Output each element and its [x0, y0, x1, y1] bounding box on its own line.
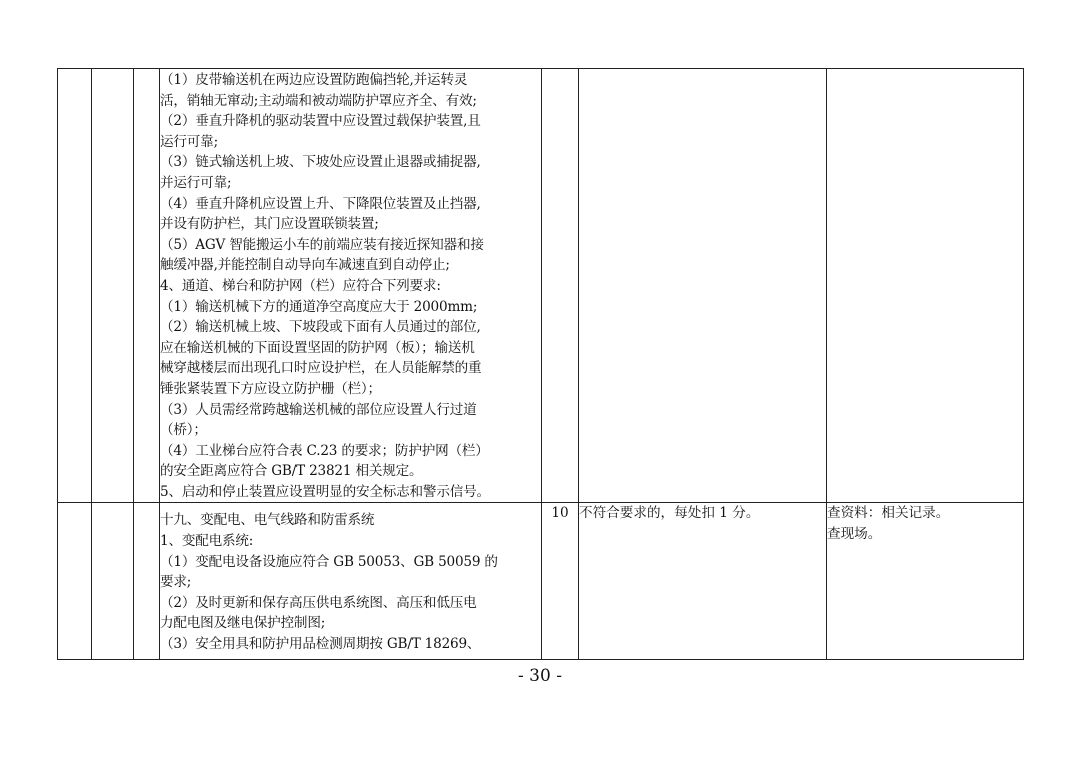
- assessment-table: [57, 68, 1024, 660]
- content-line: 锤张紧装置下方应设立防护栅（栏）；: [160, 380, 381, 397]
- content-line: 活，销轴无窜动;主动端和被动端防护罩应齐全、有效;: [160, 92, 477, 109]
- score-cell: [542, 503, 579, 660]
- content-line: （3）链式输送机上坡、下坡处应设置止退器或捕捉器,: [160, 154, 481, 171]
- content-line: （桥）；: [160, 422, 207, 439]
- page-number: - 30 -: [518, 666, 562, 686]
- method-cell: [827, 69, 1024, 503]
- requirement-content-cell: [160, 69, 542, 503]
- table-row: [58, 69, 1024, 503]
- content-line: （1）变配电设备设施应符合 GB 50053、GB 50059 的: [160, 553, 498, 570]
- content-line: 并运行可靠;: [160, 174, 232, 191]
- content-line: 触缓冲器,并能控制自动导向车减速直到自动停止;: [160, 257, 450, 274]
- col-c-cell: [134, 69, 160, 503]
- content-line: （1）皮带输送机在两边应设置防跑偏挡轮,并运转灵: [160, 72, 468, 88]
- content-line: 械穿越楼层而出现孔口时应设护栏，在人员能解禁的重: [160, 360, 482, 377]
- content-line: 的安全距离应符合 GB/T 23821 相关规定。: [160, 463, 423, 480]
- method-cell: [827, 503, 1024, 660]
- method-line: 查资料：相关记录。: [827, 505, 950, 522]
- content-line: （1）输送机械下方的通道净空高度应大于 2000mm;: [160, 298, 478, 315]
- method-line: 查现场。: [827, 526, 882, 543]
- content-line: 力配电图及继电保护控制图;: [160, 615, 326, 632]
- col-c-cell: [134, 503, 160, 660]
- content-line: 运行可靠;: [160, 133, 218, 150]
- content-line: （5）AGV 智能搬运小车的前端应装有接近探知器和接: [160, 236, 484, 253]
- content-line: 应在输送机械的下面设置坚固的防护网（板）；输送机: [160, 339, 475, 356]
- table-row: [58, 503, 1024, 660]
- content-line: （3）安全用具和防护用品检测周期按 GB/T 18269、: [160, 636, 481, 653]
- col-b-cell: [92, 503, 134, 660]
- deduction-cell: [579, 69, 827, 503]
- score-value: 10: [551, 505, 569, 522]
- section-heading: 十九、变配电、电气线路和防雷系统: [160, 512, 375, 529]
- content-line: （4）垂直升降机应设置上升、下降限位装置及止挡器,: [160, 195, 481, 212]
- content-line: 1、变配电系统:: [160, 533, 254, 550]
- col-b-cell: [92, 69, 134, 503]
- content-line: （2）垂直升降机的驱动装置中应设置过载保护装置,且: [160, 113, 481, 130]
- content-line: （3）人员需经常跨越输送机械的部位应设置人行过道: [160, 401, 477, 418]
- requirement-content-cell: [160, 503, 542, 660]
- content-line: 5、启动和停止装置应设置明显的安全标志和警示信号。: [160, 483, 490, 500]
- deduction-text: 不符合要求的，每处扣 1 分。: [579, 505, 760, 522]
- col-a-cell: [58, 503, 92, 660]
- deduction-cell: [579, 503, 827, 660]
- col-a-cell: [58, 69, 92, 503]
- content-line: 4、通道、梯台和防护网（栏）应符合下列要求:: [160, 277, 441, 294]
- content-line: （2）输送机械上坡、下坡段或下面有人员通过的部位,: [160, 319, 481, 336]
- content-line: （4）工业梯台应符合表 C.23 的要求；防护护网（栏）: [160, 442, 489, 459]
- content-line: 要求;: [160, 574, 192, 591]
- content-line: （2）及时更新和保存高压供电系统图、高压和低压电: [160, 594, 477, 611]
- content-line: 并设有防护栏，其门应设置联锁装置;: [160, 216, 379, 233]
- score-cell: [542, 69, 579, 503]
